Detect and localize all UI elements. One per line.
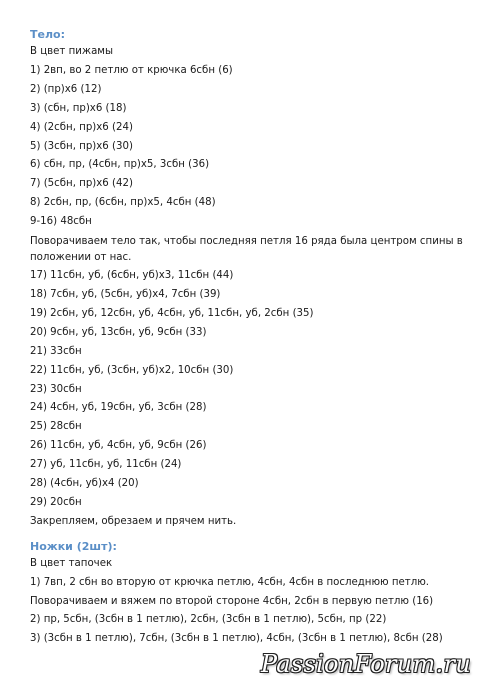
body-section-lines [30,43,480,532]
pattern-line: 5) (3сбн, пр)х6 (30) [30,140,133,152]
pattern-line: 1) 7вп, 2 сбн во вторую от крючка петлю, 4сбн, 4сбн в последнюю петлю. [30,576,430,588]
pattern-line: 7) (5сбн, пр)х6 (42) [30,178,133,190]
pattern-line: 19) 2сбн, уб, 12сбн, уб, 4сбн, уб, 11сбн, уб, 2сбн (35) [30,307,314,319]
pattern-line: 2) пр, 5сбн, (3сбн в 1 петлю), 2сбн, (3сбн в 1 петлю), 5сбн, пр (22) [30,614,387,626]
body-section-title: Тело: [30,28,65,41]
pattern-line: Закрепляем, обрезаем и прячем нить. [30,515,237,527]
pattern-line: 2) (пр)х6 (12) [30,83,102,95]
pattern-line: 23) 30сбн [30,383,82,395]
pattern-line: 21) 33сбн [30,345,82,357]
site-watermark: PassionForum.ru [260,650,471,678]
pattern-line: 29) 20сбн [30,496,82,508]
pattern-line: 8) 2сбн, пр, (6сбн, пр)х5, 4сбн (48) [30,197,216,209]
pattern-line: 20) 9сбн, уб, 13сбн, уб, 9сбн (33) [30,326,207,338]
pattern-document [30,27,480,649]
pattern-line: 27) уб, 11сбн, уб, 11сбн (24) [30,459,182,471]
pattern-line: 18) 7сбн, уб, (5сбн, уб)х4, 7сбн (39) [30,288,221,300]
pattern-line: В цвет пижамы [30,46,114,57]
pattern-note: Поворачиваем тело так, чтобы последняя петля 16 ряда была центром спины в положении от нас. [30,236,463,264]
pattern-line: 17) 11сбн, уб, (6сбн, уб)х3, 11сбн (44) [30,270,234,282]
pattern-line: 22) 11сбн, уб, (3сбн, уб)х2, 10сбн (30) [30,364,234,376]
pattern-line: 4) (2сбн, пр)х6 (24) [30,121,133,133]
pattern-line: 28) (4сбн, уб)х4 (20) [30,478,139,490]
pattern-line: 3) (3сбн в 1 петлю), 7сбн, (3сбн в 1 петлю), 4сбн, (3сбн в 1 петлю), 8сбн (28) [30,633,443,645]
pattern-line: 25) 28сбн [30,421,82,433]
pattern-line: В цвет тапочек [30,557,113,569]
pattern-line: 6) сбн, пр, (4сбн, пр)х5, 3сбн (36) [30,159,210,171]
pattern-line: 3) (сбн, пр)х6 (18) [30,102,127,114]
pattern-line: 1) 2вп, во 2 петлю от крючка 6сбн (6) [30,64,233,76]
pattern-line: 9-16) 48сбн [30,216,92,228]
pattern-line: 24) 4сбн, уб, 19сбн, уб, 3сбн (28) [30,402,207,414]
legs-section-title: Ножки (2шт): [30,539,117,553]
legs-section-lines [30,555,480,650]
pattern-line: 26) 11сбн, уб, 4сбн, уб, 9сбн (26) [30,440,207,452]
pattern-line: Поворачиваем и вяжем по второй стороне 4сбн, 2сбн в первую петлю (16) [30,595,434,607]
